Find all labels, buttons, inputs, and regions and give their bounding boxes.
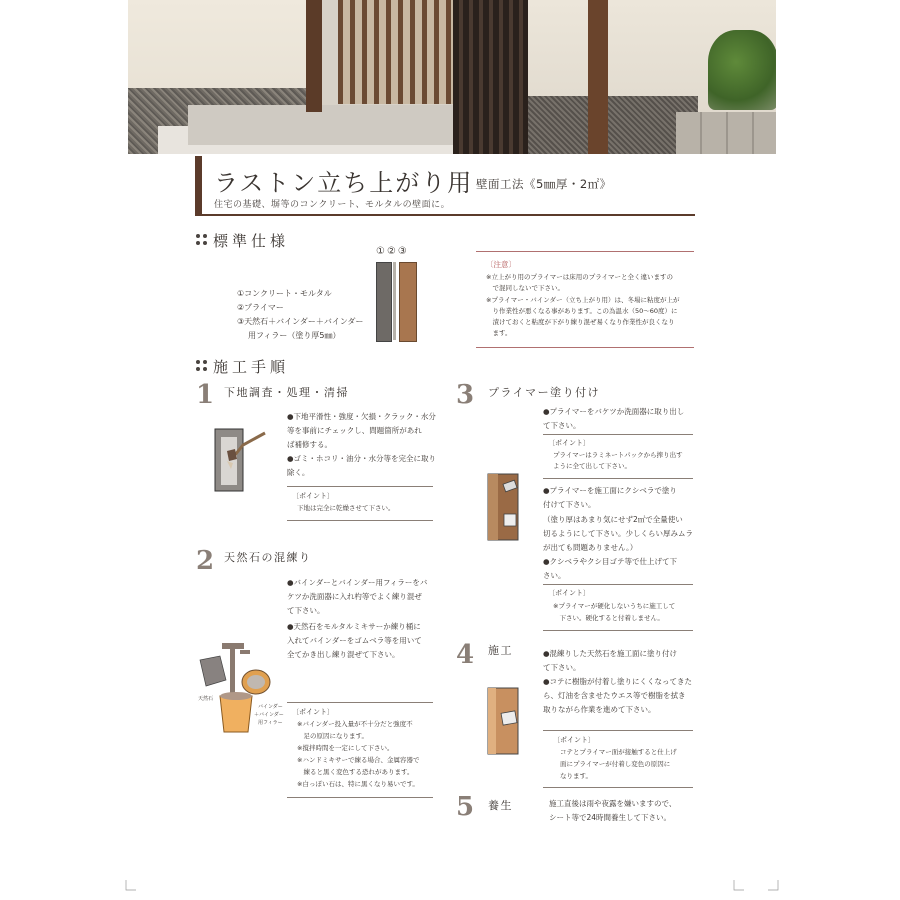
step-body-line: が出ても問題ありません。）: [543, 543, 638, 552]
step-body-line: ●下地平滑性・強度・欠損・クラック・水分: [287, 412, 436, 421]
step-title: 施工: [488, 644, 513, 657]
caution-heading: 〔注意〕: [486, 260, 516, 269]
caution-line: ※プライマー・バインダー（立ち上がり用）は、冬場に粘度が上が: [486, 296, 680, 304]
step-body-line: 付けて下さい。: [543, 500, 596, 509]
illustration-label-binder: 用フィラー: [258, 720, 283, 726]
step-body-line: 全てかき出し練り混ぜて下さい。: [287, 650, 400, 659]
point-heading: 〔ポイント〕: [548, 439, 590, 447]
page-description: 住宅の基礎、塀等のコンクリート、モルタルの壁面に。: [214, 200, 451, 210]
point-line: 下さい。硬化すると付着しません。: [553, 614, 664, 622]
step-body-line: ●混練りした天然石を施工面に塗り付け: [543, 649, 678, 658]
step-number: 4: [456, 640, 475, 670]
point-heading: 〔ポイント〕: [553, 736, 595, 744]
point-line: ように全て出して下さい。: [553, 462, 631, 470]
point-line: ※白っぽい石は、特に黒くなり易いです。: [297, 780, 419, 788]
bullet-dots-icon: [196, 360, 208, 372]
layer-stone-swatch: [399, 262, 417, 342]
step-body-line: 入れてバインダーをゴムベラ等を用いて: [287, 636, 422, 645]
spec-item: ①コンクリート・モルタル: [237, 289, 332, 298]
procedure-heading: 施工手順: [213, 358, 290, 376]
step-body-line: ら、灯油を含ませたウエス等で樹脂を拭き: [543, 691, 686, 700]
crop-mark-icon: [732, 880, 744, 892]
divider: [287, 702, 433, 703]
bullet-dots-icon: [196, 234, 208, 246]
step-body-line: て下さい。: [543, 663, 581, 672]
step-title: 天然石の混練り: [224, 551, 312, 564]
crop-mark-icon: [768, 880, 780, 892]
wall-cleaning-illustration: [213, 425, 273, 495]
divider: [287, 520, 433, 521]
step-body-line: て下さい。: [287, 606, 325, 615]
step-number: 2: [196, 546, 215, 576]
step-body-line: ●プライマーを施工面にクシベラで塗り: [543, 486, 677, 495]
step-body-line: ば補修する。: [287, 440, 332, 449]
point-line: ※プライマーが硬化しないうちに施工して: [553, 602, 676, 610]
caution-line: 漬けておくと粘度が下がり練り混ぜ易くなり作業性が良くなり: [486, 318, 675, 326]
illustration-label-binder: バインダー: [258, 704, 283, 710]
step-body-line: ●バインダーとバインダー用フィラーをバ: [287, 578, 428, 587]
point-line: ※ハンドミキサーで練る場合、金属容器で: [297, 756, 420, 764]
point-line: ※撹拌時間を一定にして下さい。: [297, 744, 394, 752]
divider: [287, 486, 433, 487]
layer-primer-swatch: [393, 262, 396, 340]
step-body-line: 取りながら作業を進めて下さい。: [543, 705, 656, 714]
spec-item: 用フィラー（塗り厚5㎜）: [248, 331, 341, 340]
header-photo: [128, 0, 776, 154]
caution-line: ※立上がり用のプライマーは床用のプライマーと全く違いますの: [486, 273, 674, 281]
step-body-line: ●プライマーをバケツか洗面器に取り出し: [543, 407, 685, 416]
divider: [543, 584, 693, 585]
divider: [287, 797, 433, 798]
divider: [543, 730, 693, 731]
step-body-line: て下さい。: [543, 421, 581, 430]
point-line: コテとプライマー面が接触すると仕上げ: [560, 748, 677, 756]
point-heading: 〔ポイント〕: [292, 492, 334, 500]
point-line: 面にプライマーが付着し変色の原因に: [560, 760, 671, 768]
spec-layer-numbers: ①②③: [376, 246, 409, 257]
point-line: なります。: [560, 772, 592, 780]
step-body-line: ●天然石をモルタルミキサーか練り桶に: [287, 622, 421, 631]
spec-heading: 標準仕様: [213, 232, 290, 250]
page-subtitle: 壁面工法《5㎜厚・2㎡》: [476, 177, 612, 191]
spec-item: ③天然石＋バインダー＋バインダー: [237, 317, 364, 326]
title-accent-bar: [195, 156, 202, 216]
step-body-line: 施工直後は雨や夜露を嫌いますので、: [549, 799, 677, 808]
crop-mark-icon: [124, 880, 136, 892]
step-body-line: （塗り厚はあまり気にせず2㎡で全量使い: [543, 515, 683, 524]
point-heading: 〔ポイント〕: [548, 589, 590, 597]
illustration-label-binder: ＋バインダー: [254, 712, 284, 718]
step-body-line: ●ゴミ・ホコリ・油分・水分等を完全に取り: [287, 454, 437, 463]
step-body-line: ケツか洗面器に入れ杓等でよく練り混ぜ: [287, 592, 422, 601]
point-line: 練ると黒く変色する恐れがあります。: [297, 768, 414, 776]
caution-line: で混同しないで下さい。: [486, 284, 564, 292]
caution-line: ます。: [486, 329, 512, 337]
step-body-line: シート等で24時間養生して下さい。: [549, 813, 672, 822]
step-title: 下地調査・処理・清掃: [224, 386, 349, 399]
step-number: 5: [456, 792, 475, 822]
step-body-line: 等を事前にチェックし、問題箇所があれ: [287, 426, 422, 435]
spec-item: ②プライマー: [237, 303, 284, 312]
step-body-line: 切るようにして下さい。少しくらい厚みムラ: [543, 529, 693, 538]
caution-line: り作業性が悪くなる事があります。この為温水（50～60度）に: [486, 307, 678, 315]
point-heading: 〔ポイント〕: [292, 708, 334, 716]
divider: [543, 434, 693, 435]
step-body-line: 除く。: [287, 468, 310, 477]
point-line: プライマーはラミネートパックから搾り出す: [553, 451, 683, 459]
step-body-line: さい。: [543, 571, 566, 580]
step-body-line: ●クシベラやクシ目ゴテ等で仕上げて下: [543, 557, 678, 566]
title-underline: [195, 214, 695, 216]
point-line: 下地は完全に乾燥させて下さい。: [297, 504, 395, 512]
layer-concrete-swatch: [376, 262, 392, 342]
step-number: 1: [196, 380, 215, 410]
point-line: ※バインダー投入量が不十分だと強度不: [297, 720, 413, 728]
primer-application-illustration: [486, 472, 522, 542]
step-body-line: ●コテに樹脂が付着し塗りにくくなってきた: [543, 677, 693, 686]
divider: [543, 478, 693, 479]
divider: [543, 787, 693, 788]
stone-application-illustration: [486, 686, 522, 756]
page-title: ラストン立ち上がり用: [214, 169, 474, 197]
step-number: 3: [456, 380, 475, 410]
point-line: 足の原因になります。: [297, 732, 368, 740]
divider: [543, 630, 693, 631]
illustration-label-stone: 天然石: [198, 696, 214, 702]
step-title: 養生: [488, 799, 513, 812]
step-title: プライマー塗り付け: [488, 386, 601, 399]
